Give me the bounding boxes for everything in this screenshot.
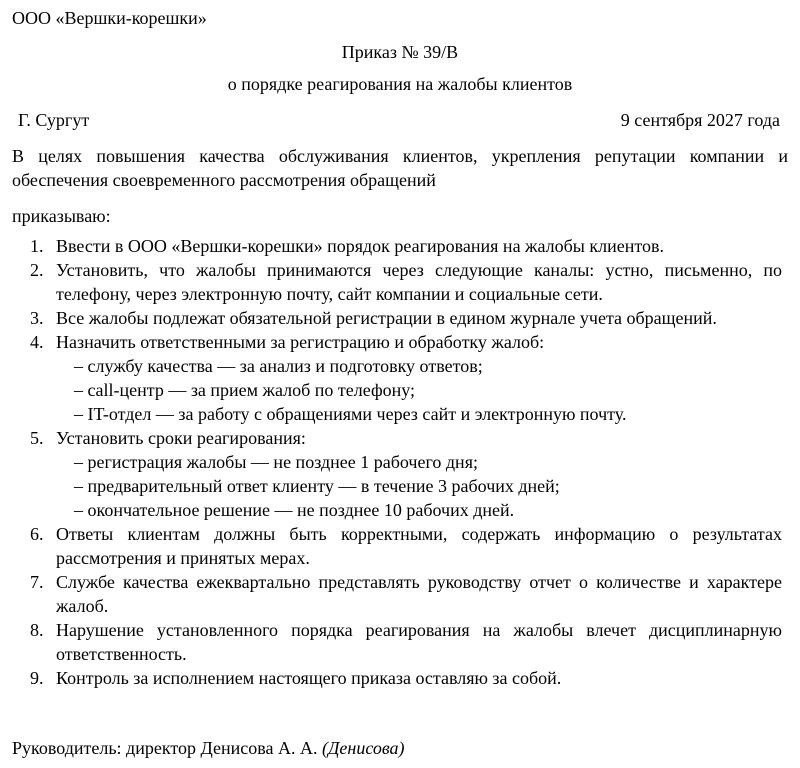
list-item: [30, 618, 782, 666]
item-text: Службе качества ежеквартально представлять руководству отчет о количестве и характере жалоб.: [56, 572, 782, 616]
list-item: [30, 666, 782, 690]
item-text: Установить сроки реагирования:: [56, 428, 306, 448]
sub-item: – предварительный ответ клиенту — в течение 3 рабочих дней;: [74, 476, 560, 496]
intro-paragraph: В целях повышения качества обслуживания клиентов, укрепления репутации компании и обеспечения своевременного рассмотрения обращений: [12, 146, 788, 190]
company-name: ООО «Вершки-корешки»: [12, 8, 207, 28]
list-item: [30, 522, 782, 570]
item-number: 3.: [30, 308, 44, 328]
order-subject: о порядке реагирования на жалобы клиентов: [227, 74, 573, 94]
signatory-label: Руководитель: директор Денисова А. А.: [12, 738, 318, 758]
signature-line: [12, 736, 405, 760]
item-number: 4.: [30, 332, 44, 352]
list-item: [30, 306, 782, 330]
order-date: 9 сентября 2027 года: [620, 110, 780, 130]
list-item: [30, 234, 782, 258]
item-text: Нарушение установленного порядка реагирования на жалобы влечет дисциплинарную ответственность.: [56, 620, 782, 664]
signature: (Денисова): [321, 738, 405, 758]
item-number: 1.: [30, 236, 44, 256]
item-number: 2.: [30, 260, 44, 280]
sub-item: – окончательное решение — не позднее 10 рабочих дней.: [74, 500, 515, 520]
item-text: Контроль за исполнением настоящего приказа оставляю за собой.: [56, 668, 562, 688]
city: Г. Сургут: [18, 110, 90, 130]
list-item: [30, 258, 782, 306]
sub-item: – call-центр — за прием жалоб по телефону;: [74, 380, 416, 400]
sub-item: – службу качества — за анализ и подготовку ответов;: [74, 356, 483, 376]
item-number: 8.: [30, 620, 44, 640]
sub-item: – регистрация жалобы — не позднее 1 рабочего дня;: [74, 452, 478, 472]
item-text: Все жалобы подлежат обязательной регистрации в едином журнале учета обращений.: [56, 308, 717, 328]
sub-item: – IT-отдел — за работу с обращениями через сайт и электронную почту.: [74, 404, 627, 424]
list-item: [30, 330, 782, 426]
list-item: [30, 570, 782, 618]
list-item: [30, 426, 782, 522]
item-text: Назначить ответственными за регистрацию и обработку жалоб:: [56, 332, 545, 352]
order-word: приказываю:: [12, 206, 111, 226]
item-text: Установить, что жалобы принимаются через следующие каналы: устно, письменно, по телефону, через электронную почту, сайт компании и социальные сети.: [56, 260, 782, 304]
item-text: Ввести в ООО «Вершки-корешки» порядок реагирования на жалобы клиентов.: [56, 236, 664, 256]
item-number: 9.: [30, 668, 44, 688]
order-items-list: [30, 234, 782, 690]
item-number: 7.: [30, 572, 44, 592]
item-number: 5.: [30, 428, 44, 448]
item-number: 6.: [30, 524, 44, 544]
order-title: Приказ № 39/В: [341, 42, 459, 62]
item-text: Ответы клиентам должны быть корректными, содержать информацию о результатах рассмотрения и принятых мерах.: [56, 524, 782, 568]
